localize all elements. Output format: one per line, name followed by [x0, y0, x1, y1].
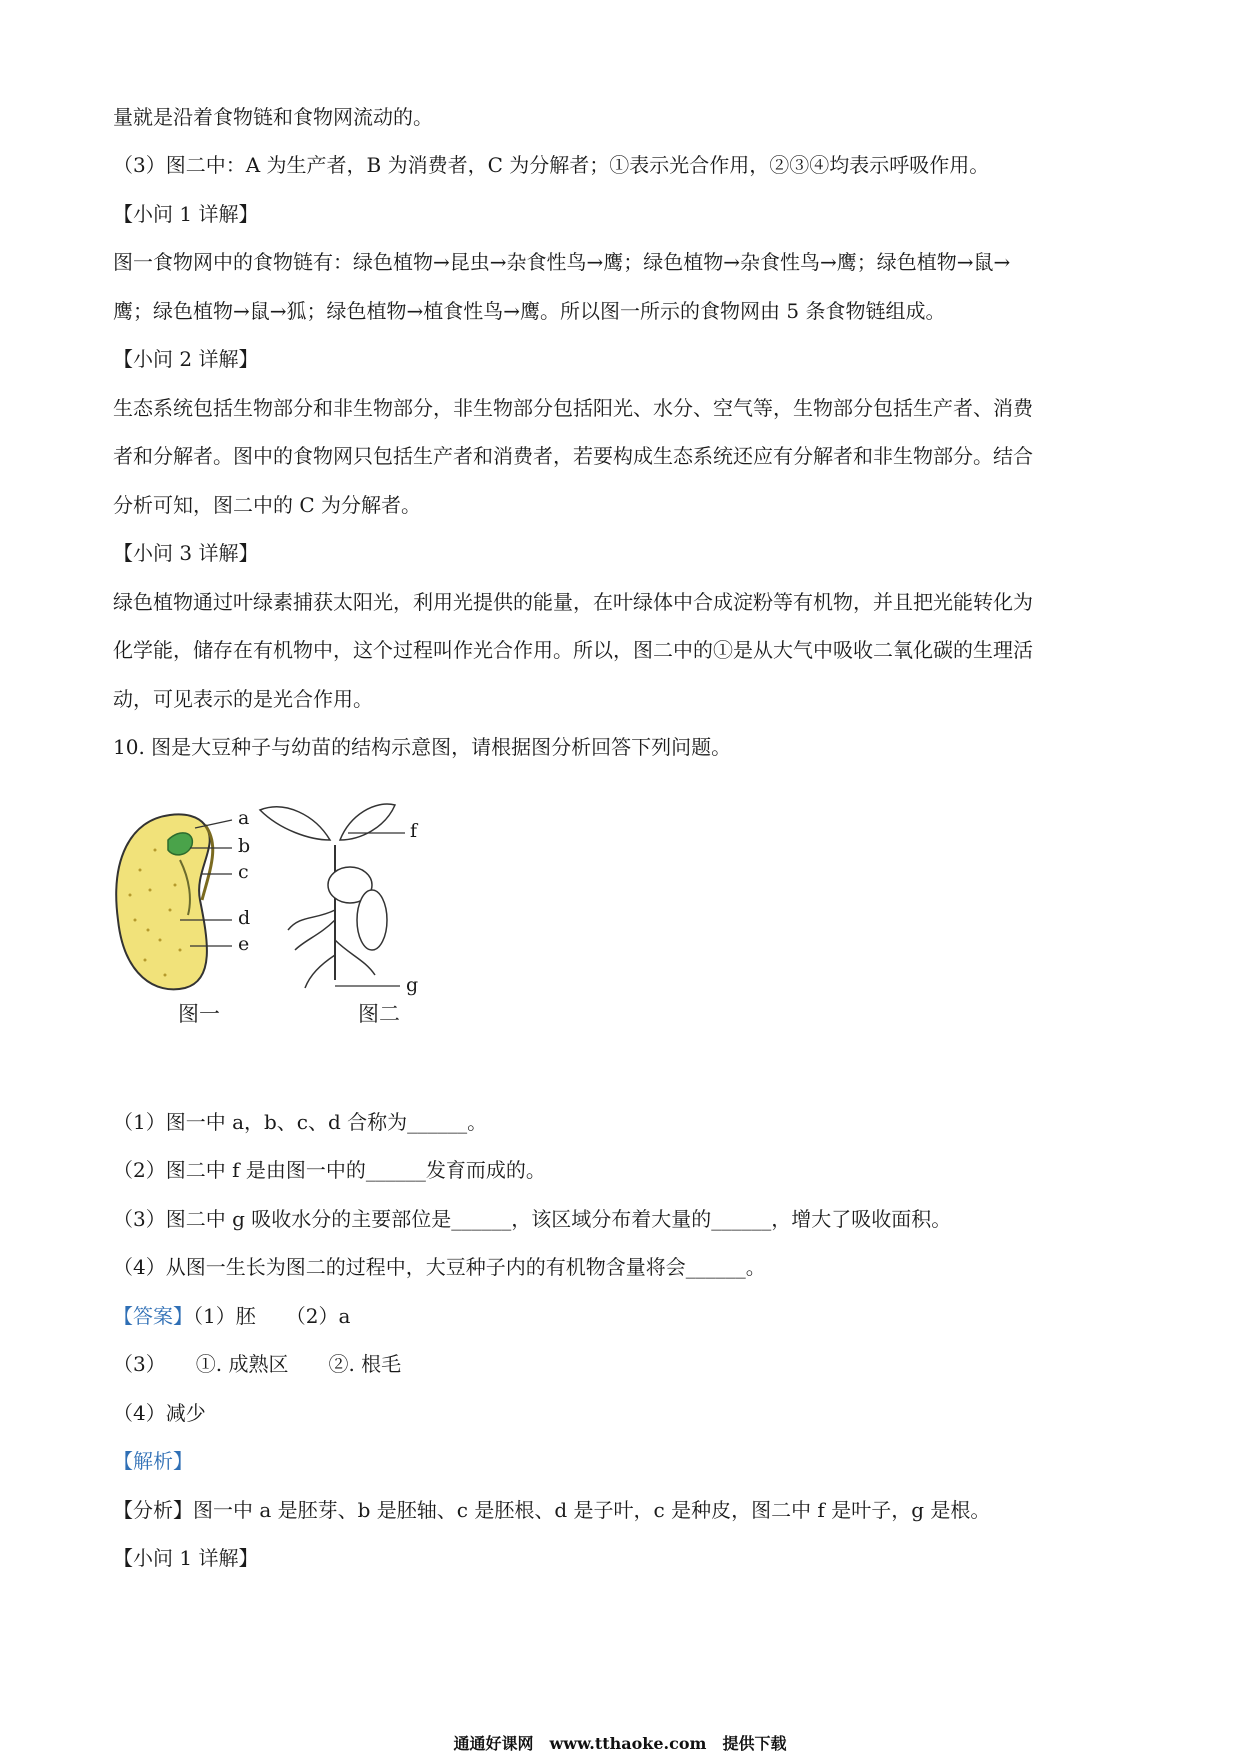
l1: 量就是沿着食物链和食物网流动的。 — [113, 105, 433, 129]
label-a: a — [238, 807, 250, 829]
q10-part3: （3）图二中 g 吸收水分的主要部位是______，该区域分布着大量的______，增大了吸收面积。 — [113, 1207, 952, 1231]
l9: 分析可知，图二中的 C 为分解者。 — [113, 493, 422, 517]
analysis-tag: 【解析】 — [113, 1449, 193, 1473]
l2: （3）图二中：A 为生产者，B 为消费者，C 为分解者；①表示光合作用，②③④均表示呼吸作用。 — [113, 153, 990, 177]
answer-text-1: （1）胚 （2）a — [193, 1304, 351, 1328]
l5: 鹰；绿色植物→鼠→狐；绿色植物→植食性鸟→鹰。所以图一所示的食物网由 5 条食物链组成。 — [113, 299, 946, 323]
l8: 者和分解者。图中的食物网只包括生产者和消费者，若要构成生态系统还应有分解者和非生物部分。结合 — [113, 444, 1033, 468]
answer-tag: 【答案】 — [113, 1304, 193, 1328]
l4: 图一食物网中的食物链有：绿色植物→昆虫→杂食性鸟→鹰；绿色植物→杂食性鸟→鹰；绿色植物→鼠→ — [113, 250, 1011, 274]
q10-part2: （2）图二中 f 是由图一中的______发育而成的。 — [113, 1158, 546, 1182]
label-g: g — [406, 974, 419, 996]
answer-line-2: （3） ①. 成熟区 ②. 根毛 — [113, 1352, 402, 1376]
l10: 【小问 3 详解】 — [113, 541, 259, 565]
caption-figure-1: 图一 — [178, 1002, 220, 1026]
l11: 绿色植物通过叶绿素捕获太阳光，利用光提供的能量，在叶绿体中合成淀粉等有机物，并且把光能转化为 — [113, 590, 1033, 614]
soybean-figure — [110, 790, 470, 1030]
label-f: f — [410, 820, 418, 842]
question-10-title: 10. 图是大豆种子与幼苗的结构示意图，请根据图分析回答下列问题。 — [113, 735, 732, 759]
q10-part1: （1）图一中 a，b、c、d 合称为______。 — [113, 1110, 488, 1134]
l13: 动，可见表示的是光合作用。 — [113, 687, 373, 711]
label-e: e — [238, 933, 250, 955]
analysis-line-1: 【分析】图一中 a 是胚芽、b 是胚轴、c 是胚根、d 是子叶，c 是种皮，图二中 f 是叶子，g 是根。 — [113, 1498, 991, 1522]
q10-part4: （4）从图一生长为图二的过程中，大豆种子内的有机物含量将会______。 — [113, 1255, 766, 1279]
answer-line-3: （4）减少 — [113, 1401, 206, 1425]
l3: 【小问 1 详解】 — [113, 202, 259, 226]
l7: 生态系统包括生物部分和非生物部分，非生物部分包括阳光、水分、空气等，生物部分包括生产者、消费 — [113, 396, 1033, 420]
caption-figure-2: 图二 — [358, 1002, 400, 1026]
label-b: b — [238, 835, 251, 857]
l12: 化学能，储存在有机物中，这个过程叫作光合作用。所以，图二中的①是从大气中吸收二氧化碳的生理活 — [113, 638, 1033, 662]
answer-line-1 — [113, 1301, 1133, 1331]
analysis-line-2: 【小问 1 详解】 — [113, 1546, 259, 1570]
label-d: d — [238, 907, 251, 929]
seedling — [260, 804, 395, 988]
l6: 【小问 2 详解】 — [113, 347, 259, 371]
label-c: c — [238, 861, 249, 883]
seed-body — [116, 814, 209, 989]
page-footer: 通通好课网 www.tthaoke.com 提供下载 — [453, 1734, 787, 1753]
